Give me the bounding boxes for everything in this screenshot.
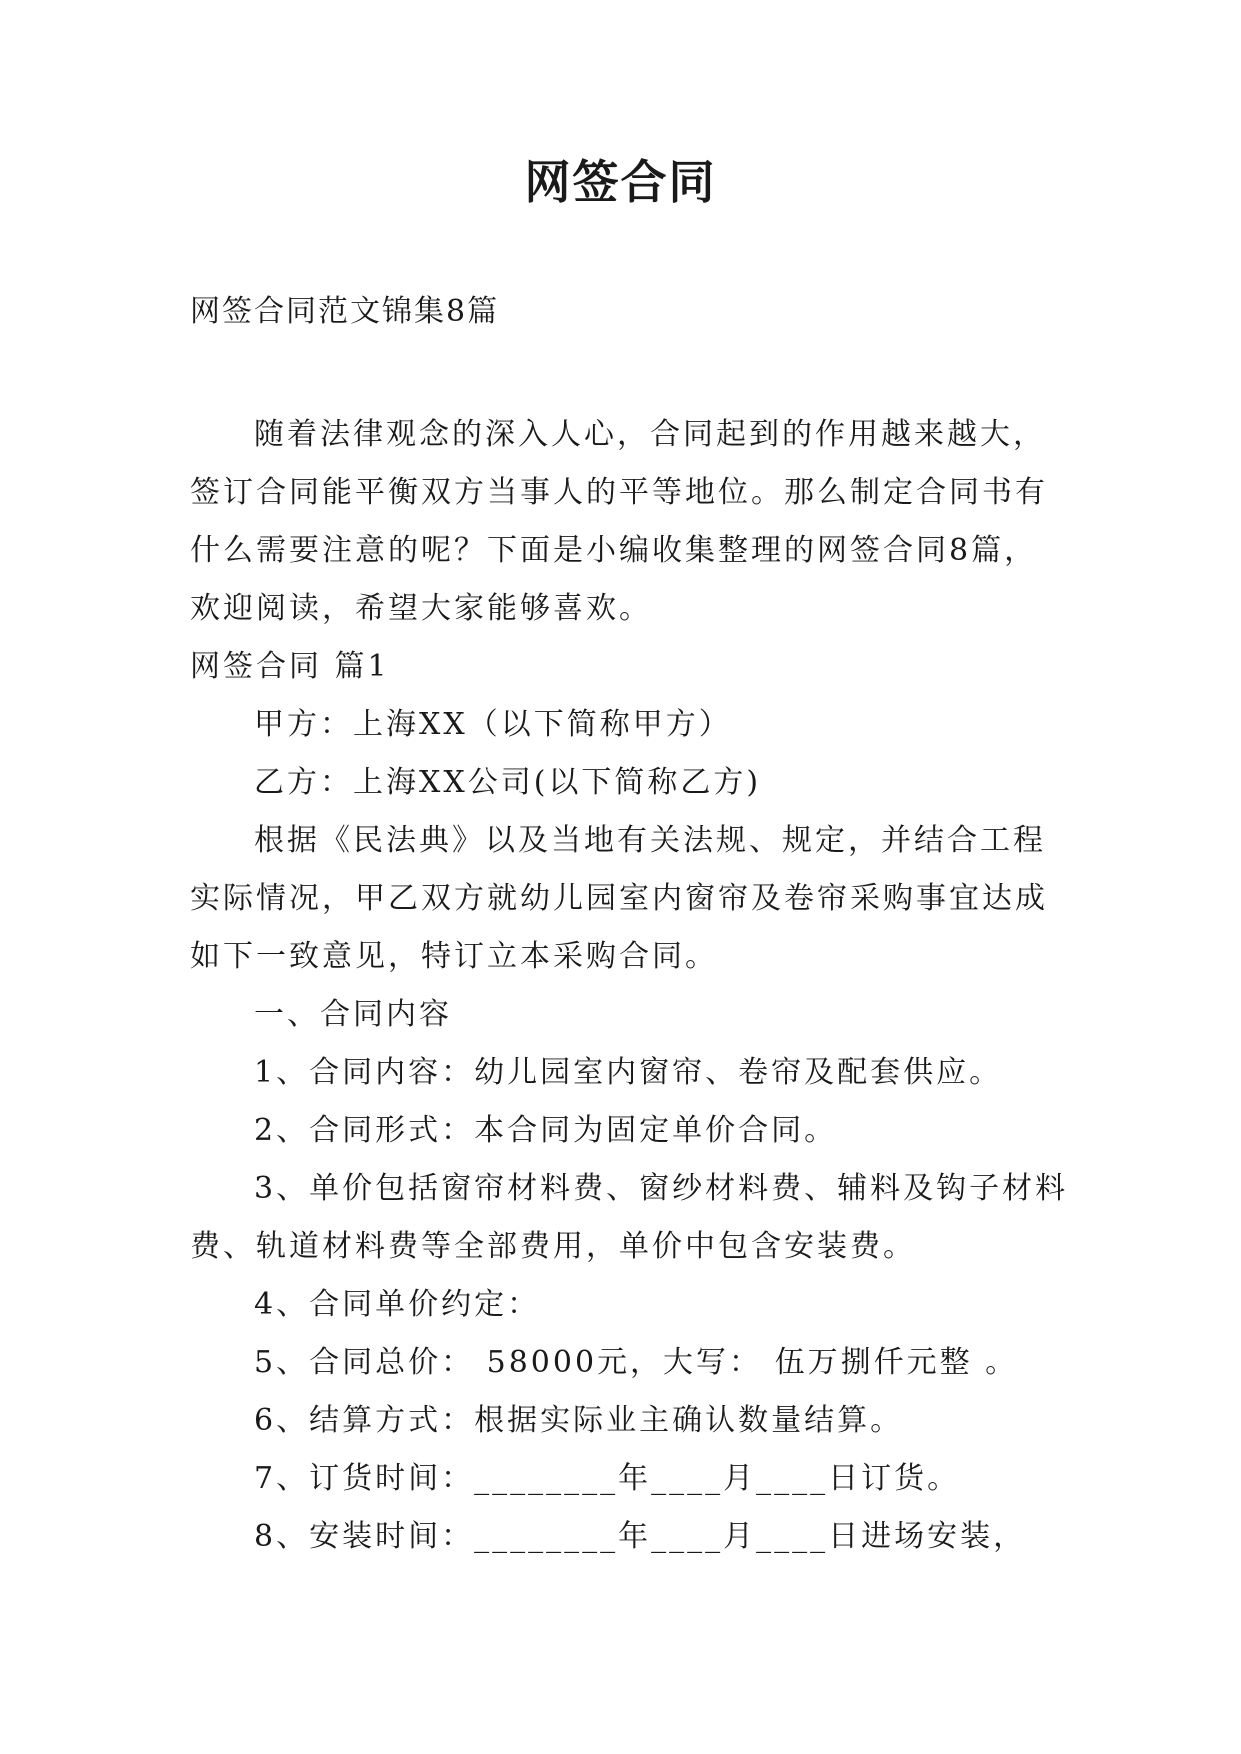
clause-5: 5、合同总价： 58000元，大写： 伍万捌仟元整 。 [254, 1345, 1019, 1380]
clause-3: 3、单价包括窗帘材料费、窗纱材料费、辅料及钩子材料费、轨道材料费等全部费用，单价中包含安装费。 [190, 1171, 1069, 1264]
clause-8: 8、安装时间：________年____月____日进场安装， [254, 1519, 1027, 1554]
clause-6: 6、结算方式：根据实际业主确认数量结算。 [254, 1403, 904, 1438]
page-title: 网签合同 [524, 155, 717, 209]
document-subtitle: 网签合同范文锦集8篇 [190, 294, 500, 329]
intro-paragraph: 随着法律观念的深入人心，合同起到的作用越来越大，签订合同能平衡双方当事人的平等地位。那么制定合同书有什么需要注意的呢？下面是小编收集整理的网签合同8篇，欢迎阅读，希望大家能够喜欢。 [190, 417, 1048, 626]
document-body [190, 406, 1070, 1566]
article-heading: 一、合同内容 [254, 997, 452, 1032]
clause-1: 1、合同内容：幼儿园室内窗帘、卷帘及配套供应。 [254, 1055, 1003, 1090]
clause-7: 7、订货时间：________年____月____日订货。 [254, 1461, 961, 1496]
section-heading: 网签合同 篇1 [190, 649, 390, 684]
party-b-line: 乙方：上海XX公司(以下简称乙方) [254, 765, 762, 800]
clause-2: 2、合同形式：本合同为固定单价合同。 [254, 1113, 838, 1148]
preamble-paragraph: 根据《民法典》以及当地有关法规、规定，并结合工程实际情况，甲乙双方就幼儿园室内窗帘及卷帘采购事宜达成如下一致意见，特订立本采购合同。 [190, 823, 1048, 974]
party-a-line: 甲方：上海XX（以下简称甲方） [254, 707, 732, 742]
clause-4: 4、合同单价约定： [254, 1287, 541, 1322]
